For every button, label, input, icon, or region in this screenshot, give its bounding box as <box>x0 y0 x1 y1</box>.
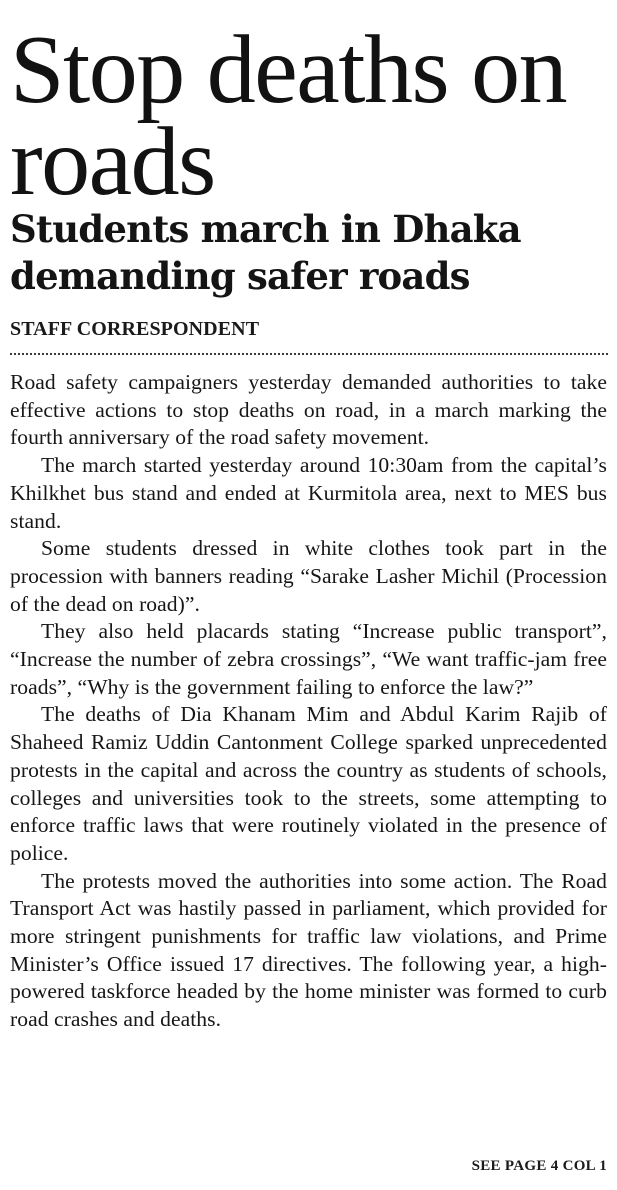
article-body <box>10 369 607 1034</box>
headline: Stop deaths on roads <box>10 16 567 216</box>
body-paragraph: The deaths of Dia Khanam Mim and Abdul Karim Rajib of Shaheed Ramiz Uddin Cantonment College sparked unprecedented protests in the capital and across the country as students of schools, colleges and universities took to the streets, some attempting to enforce traffic laws that were routinely violated in the presence of police. <box>10 702 607 865</box>
body-paragraph: Some students dressed in white clothes took part in the procession with banners reading “Sarake Lasher Michil (Procession of the dead on road)”. <box>10 536 607 616</box>
body-paragraph: The protests moved the authorities into some action. The Road Transport Act was hastily passed in parliament, which provided for more stringent punishments for traffic law violations, and Prime Minister’s Office issued 17 directives. The following year, a high-powered taskforce headed by the home minister was formed to curb road crashes and deaths. <box>10 868 607 1032</box>
body-paragraph: They also held placards stating “Increase public transport”, “Increase the number of zebra crossings”, “We want traffic-jam free roads”, “Why is the government failing to enforce the law?” <box>10 619 607 699</box>
body-paragraph: The march started yesterday around 10:30am from the capital’s Khilkhet bus stand and ended at Kurmitola area, next to MES bus stand. <box>10 453 607 533</box>
byline: STAFF CORRESPONDENT <box>10 318 260 340</box>
dotted-divider <box>10 353 608 355</box>
body-paragraph: Road safety campaigners yesterday demanded authorities to take effective actions to stop deaths on road, in a march marking the fourth anniversary of the road safety movement. <box>10 370 607 450</box>
subheadline: Students march in Dhaka demanding safer roads <box>10 207 521 298</box>
continuation-note: SEE PAGE 4 COL 1 <box>471 1158 607 1174</box>
